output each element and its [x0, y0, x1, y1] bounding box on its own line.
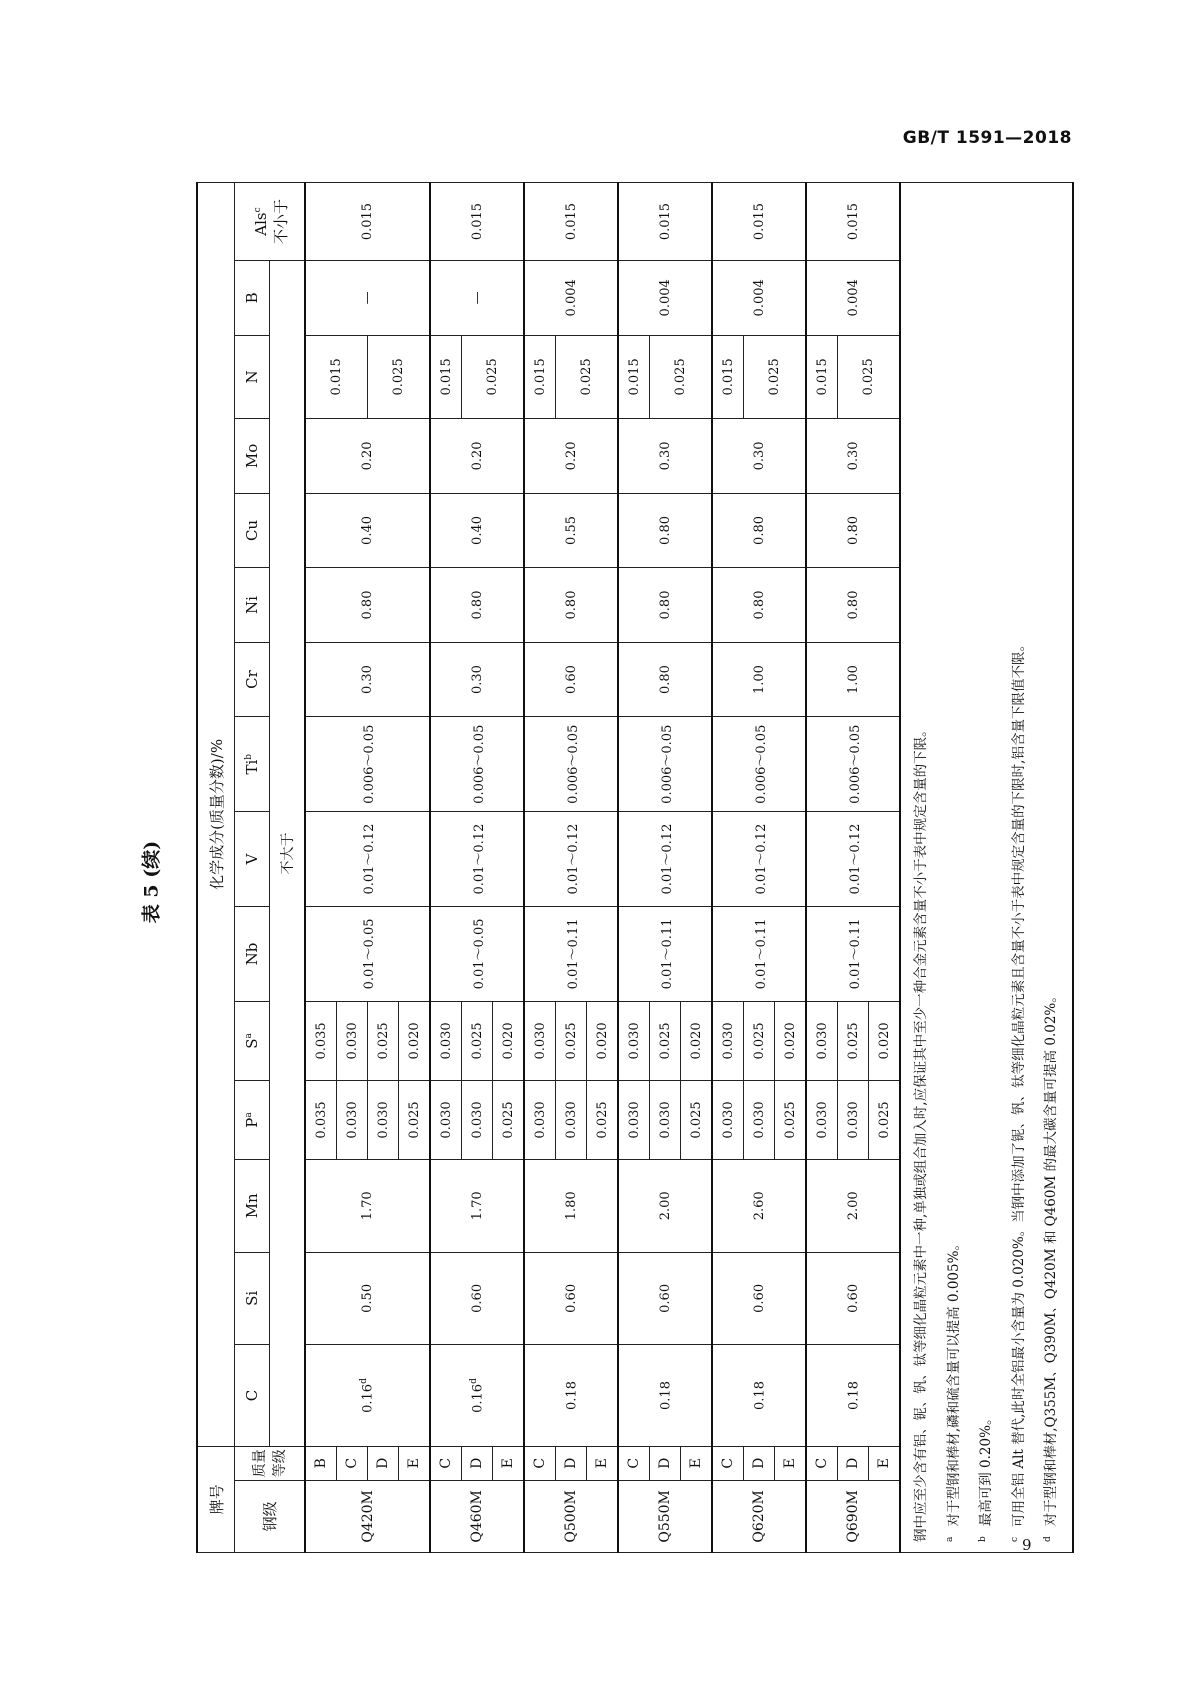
- nickel-cell: 0.80: [305, 568, 430, 643]
- col-header-Si: Si: [235, 1252, 270, 1345]
- manganese-cell: 1.80: [524, 1159, 618, 1252]
- silicon-cell: 0.60: [712, 1252, 806, 1345]
- nitrogen-top-cell: 0.015: [305, 335, 368, 419]
- steel-grade-cell: Q550M: [618, 1480, 712, 1552]
- sulfur-cell: 0.025: [368, 1001, 399, 1080]
- nitrogen-bottom-cell: 0.025: [744, 335, 807, 419]
- nitrogen-bottom-cell: 0.025: [368, 335, 431, 419]
- nitrogen-bottom-cell: 0.025: [838, 335, 901, 419]
- sulfur-cell: 0.030: [430, 1001, 462, 1080]
- silicon-cell: 0.60: [430, 1252, 524, 1345]
- copper-cell: 0.55: [524, 493, 618, 568]
- col-header-S: $S^a$: [235, 1001, 270, 1080]
- chromium-cell: 1.00: [712, 642, 806, 717]
- titanium-cell: 0.006～0.05: [806, 717, 900, 812]
- nickel-cell: 0.80: [618, 568, 712, 643]
- sulfur-cell: 0.020: [399, 1001, 431, 1080]
- carbon-cell: 0.18: [618, 1345, 712, 1447]
- not-greater-than-label: 不大于: [270, 261, 306, 1447]
- sulfur-cell: 0.020: [869, 1001, 901, 1080]
- aluminium-cell: 0.015: [524, 183, 618, 261]
- titanium-cell: 0.006～0.05: [524, 717, 618, 812]
- sulfur-cell: 0.025: [838, 1001, 869, 1080]
- vanadium-cell: 0.01～0.12: [806, 812, 900, 907]
- notes-cell: [900, 183, 1073, 1553]
- aluminium-cell: 0.015: [806, 183, 900, 261]
- phosphorus-cell: 0.025: [399, 1080, 431, 1159]
- boron-cell: —: [305, 261, 430, 336]
- sulfur-cell: 0.030: [712, 1001, 744, 1080]
- vanadium-cell: 0.01～0.12: [618, 812, 712, 907]
- sulfur-cell: 0.025: [556, 1001, 587, 1080]
- sulfur-cell: 0.030: [524, 1001, 556, 1080]
- sulfur-cell: 0.035: [305, 1001, 337, 1080]
- quality-grade-header: 质量等级: [235, 1446, 306, 1480]
- vanadium-cell: 0.01～0.12: [305, 812, 430, 907]
- copper-cell: 0.40: [305, 493, 430, 568]
- quality-grade-cell: C: [337, 1446, 368, 1480]
- quality-grade-cell: C: [618, 1446, 650, 1480]
- niobium-cell: 0.01～0.05: [430, 907, 524, 1002]
- phosphorus-cell: 0.030: [712, 1080, 744, 1159]
- sulfur-cell: 0.025: [744, 1001, 775, 1080]
- titanium-cell: 0.006～0.05: [430, 717, 524, 812]
- molybdenum-cell: 0.30: [712, 419, 806, 494]
- molybdenum-cell: 0.30: [806, 419, 900, 494]
- col-header-N: N: [235, 335, 270, 419]
- vanadium-cell: 0.01～0.12: [524, 812, 618, 907]
- phosphorus-cell: 0.030: [430, 1080, 462, 1159]
- steel-grade-cell: Q620M: [712, 1480, 806, 1552]
- quality-grade-cell: B: [305, 1446, 337, 1480]
- sulfur-cell: 0.030: [618, 1001, 650, 1080]
- phosphorus-cell: 0.030: [368, 1080, 399, 1159]
- sulfur-cell: 0.025: [462, 1001, 493, 1080]
- sulfur-cell: 0.030: [806, 1001, 838, 1080]
- sulfur-cell: 0.020: [775, 1001, 807, 1080]
- quality-grade-cell: D: [650, 1446, 681, 1480]
- footnote: $^c$可用全铝 Alt 替代,此时全铝最小含量为 0.020%。当钢中添加了铌、钒、钛等细化晶粒元素且含量不小于表中规定含量的下限时,铝含量下限值不限。: [1010, 638, 1027, 1542]
- aluminium-cell: 0.015: [430, 183, 524, 261]
- nitrogen-bottom-cell: 0.025: [556, 335, 619, 419]
- copper-cell: 0.80: [712, 493, 806, 568]
- table-row: [806, 183, 838, 1553]
- boron-cell: 0.004: [806, 261, 900, 336]
- quality-grade-cell: D: [368, 1446, 399, 1480]
- sulfur-cell: 0.020: [681, 1001, 713, 1080]
- table-row: [305, 183, 337, 1553]
- chemical-composition-table: [196, 182, 1074, 1553]
- steel-grade-cell: Q420M: [305, 1480, 430, 1552]
- nitrogen-top-cell: 0.015: [430, 335, 462, 419]
- chromium-cell: 0.30: [305, 642, 430, 717]
- col-header-Mo: Mo: [235, 419, 270, 494]
- col-header-Cr: Cr: [235, 642, 270, 717]
- steel-grade-cell: Q460M: [430, 1480, 524, 1552]
- sulfur-cell: 0.030: [337, 1001, 368, 1080]
- niobium-cell: 0.01～0.11: [618, 907, 712, 1002]
- general-note: 钢中应至少含有铝、铌、钒、钛等细化晶粒元素中一种,单独或组合加入时,应保证其中至少一种合金元素含量不小于表中规定含量的下限。: [913, 723, 929, 1542]
- quality-grade-cell: E: [493, 1446, 525, 1480]
- table-row: [712, 183, 744, 1553]
- notes-row: [900, 183, 1073, 1553]
- carbon-cell: 0.18: [712, 1345, 806, 1447]
- quality-grade-cell: E: [587, 1446, 619, 1480]
- niobium-cell: 0.01～0.11: [806, 907, 900, 1002]
- nitrogen-bottom-cell: 0.025: [650, 335, 713, 419]
- col-header-P: $P^a$: [235, 1080, 270, 1159]
- rotated-table-container: [196, 182, 1074, 1553]
- nitrogen-top-cell: 0.015: [806, 335, 838, 419]
- quality-grade-cell: D: [744, 1446, 775, 1480]
- col-header-Ti: Ti$^b$: [235, 717, 270, 812]
- footnote: $^a$对于型钢和棒材,磷和硫含量可以提高 0.005%。: [945, 1237, 962, 1542]
- col-header-Nb: Nb: [235, 907, 270, 1002]
- nitrogen-top-cell: 0.015: [712, 335, 744, 419]
- quality-grade-cell: C: [524, 1446, 556, 1480]
- quality-grade-cell: E: [869, 1446, 901, 1480]
- molybdenum-cell: 0.20: [430, 419, 524, 494]
- col-header-Ni: Ni: [235, 568, 270, 643]
- phosphorus-cell: 0.030: [650, 1080, 681, 1159]
- nitrogen-top-cell: 0.015: [524, 335, 556, 419]
- sulfur-cell: 0.025: [650, 1001, 681, 1080]
- niobium-cell: 0.01～0.11: [524, 907, 618, 1002]
- molybdenum-cell: 0.20: [305, 419, 430, 494]
- vanadium-cell: 0.01～0.12: [430, 812, 524, 907]
- phosphorus-cell: 0.030: [806, 1080, 838, 1159]
- aluminium-cell: 0.015: [712, 183, 806, 261]
- phosphorus-cell: 0.030: [462, 1080, 493, 1159]
- manganese-cell: 1.70: [305, 1159, 430, 1252]
- footnote: $^b$最高可到 0.20%。: [977, 1411, 994, 1542]
- molybdenum-cell: 0.30: [618, 419, 712, 494]
- silicon-cell: 0.60: [806, 1252, 900, 1345]
- table-row: [524, 183, 556, 1553]
- manganese-cell: 1.70: [430, 1159, 524, 1252]
- col-header-Mn: Mn: [235, 1159, 270, 1252]
- chromium-cell: 1.00: [806, 642, 900, 717]
- col-header-Cu: Cu: [235, 493, 270, 568]
- chromium-cell: 0.60: [524, 642, 618, 717]
- table-title: 表 5 (续): [140, 840, 163, 924]
- steel-grade-header: 钢级: [235, 1480, 306, 1552]
- standard-number: GB/T 1591—2018: [902, 128, 1072, 148]
- niobium-cell: 0.01～0.11: [712, 907, 806, 1002]
- chromium-cell: 0.30: [430, 642, 524, 717]
- boron-cell: 0.004: [524, 261, 618, 336]
- silicon-cell: 0.60: [618, 1252, 712, 1345]
- silicon-cell: 0.50: [305, 1252, 430, 1345]
- nickel-cell: 0.80: [430, 568, 524, 643]
- carbon-cell: 0.16$^d$: [430, 1345, 524, 1447]
- manganese-cell: 2.00: [806, 1159, 900, 1252]
- boron-cell: 0.004: [618, 261, 712, 336]
- col-header-B: B: [235, 261, 270, 336]
- phosphorus-cell: 0.025: [587, 1080, 619, 1159]
- phosphorus-cell: 0.030: [337, 1080, 368, 1159]
- quality-grade-cell: C: [806, 1446, 838, 1480]
- brand-header: 牌号: [197, 1446, 235, 1552]
- steel-grade-cell: Q690M: [806, 1480, 900, 1552]
- phosphorus-cell: 0.030: [744, 1080, 775, 1159]
- col-header-V: V: [235, 812, 270, 907]
- molybdenum-cell: 0.20: [524, 419, 618, 494]
- vanadium-cell: 0.01～0.12: [712, 812, 806, 907]
- niobium-cell: 0.01～0.05: [305, 907, 430, 1002]
- manganese-cell: 2.00: [618, 1159, 712, 1252]
- page-number: 9: [1022, 1536, 1032, 1554]
- quality-grade-cell: E: [681, 1446, 713, 1480]
- aluminium-cell: 0.015: [305, 183, 430, 261]
- quality-grade-cell: D: [462, 1446, 493, 1480]
- phosphorus-cell: 0.030: [618, 1080, 650, 1159]
- boron-cell: —: [430, 261, 524, 336]
- quality-grade-cell: E: [775, 1446, 807, 1480]
- carbon-cell: 0.16$^d$: [305, 1345, 430, 1447]
- copper-cell: 0.80: [806, 493, 900, 568]
- nitrogen-top-cell: 0.015: [618, 335, 650, 419]
- nickel-cell: 0.80: [806, 568, 900, 643]
- phosphorus-cell: 0.030: [838, 1080, 869, 1159]
- aluminium-cell: 0.015: [618, 183, 712, 261]
- col-header-C: C: [235, 1345, 270, 1447]
- nickel-cell: 0.80: [712, 568, 806, 643]
- sulfur-cell: 0.020: [587, 1001, 619, 1080]
- quality-grade-cell: D: [556, 1446, 587, 1480]
- phosphorus-cell: 0.030: [556, 1080, 587, 1159]
- phosphorus-cell: 0.035: [305, 1080, 337, 1159]
- steel-grade-cell: Q500M: [524, 1480, 618, 1552]
- copper-cell: 0.40: [430, 493, 524, 568]
- titanium-cell: 0.006～0.05: [305, 717, 430, 812]
- carbon-cell: 0.18: [806, 1345, 900, 1447]
- quality-grade-cell: C: [712, 1446, 744, 1480]
- carbon-cell: 0.18: [524, 1345, 618, 1447]
- table-row: [430, 183, 462, 1553]
- table-row: [618, 183, 650, 1553]
- titanium-cell: 0.006～0.05: [712, 717, 806, 812]
- phosphorus-cell: 0.025: [869, 1080, 901, 1159]
- phosphorus-cell: 0.025: [775, 1080, 807, 1159]
- titanium-cell: 0.006～0.05: [618, 717, 712, 812]
- phosphorus-cell: 0.025: [493, 1080, 525, 1159]
- quality-grade-cell: D: [838, 1446, 869, 1480]
- quality-grade-cell: E: [399, 1446, 431, 1480]
- quality-grade-cell: C: [430, 1446, 462, 1480]
- composition-header: 化学成分(质量分数)/%: [197, 183, 235, 1447]
- chromium-cell: 0.80: [618, 642, 712, 717]
- phosphorus-cell: 0.030: [524, 1080, 556, 1159]
- nickel-cell: 0.80: [524, 568, 618, 643]
- silicon-cell: 0.60: [524, 1252, 618, 1345]
- nitrogen-bottom-cell: 0.025: [462, 335, 525, 419]
- sulfur-cell: 0.020: [493, 1001, 525, 1080]
- col-header-Als: Als$^c$ 不小于: [235, 183, 306, 261]
- manganese-cell: 2.60: [712, 1159, 806, 1252]
- footnote: $^d$对于型钢和棒材,Q355M、Q390M、Q420M 和 Q460M 的最大碳含量可提高 0.02%。: [1042, 989, 1059, 1542]
- boron-cell: 0.004: [712, 261, 806, 336]
- copper-cell: 0.80: [618, 493, 712, 568]
- phosphorus-cell: 0.025: [681, 1080, 713, 1159]
